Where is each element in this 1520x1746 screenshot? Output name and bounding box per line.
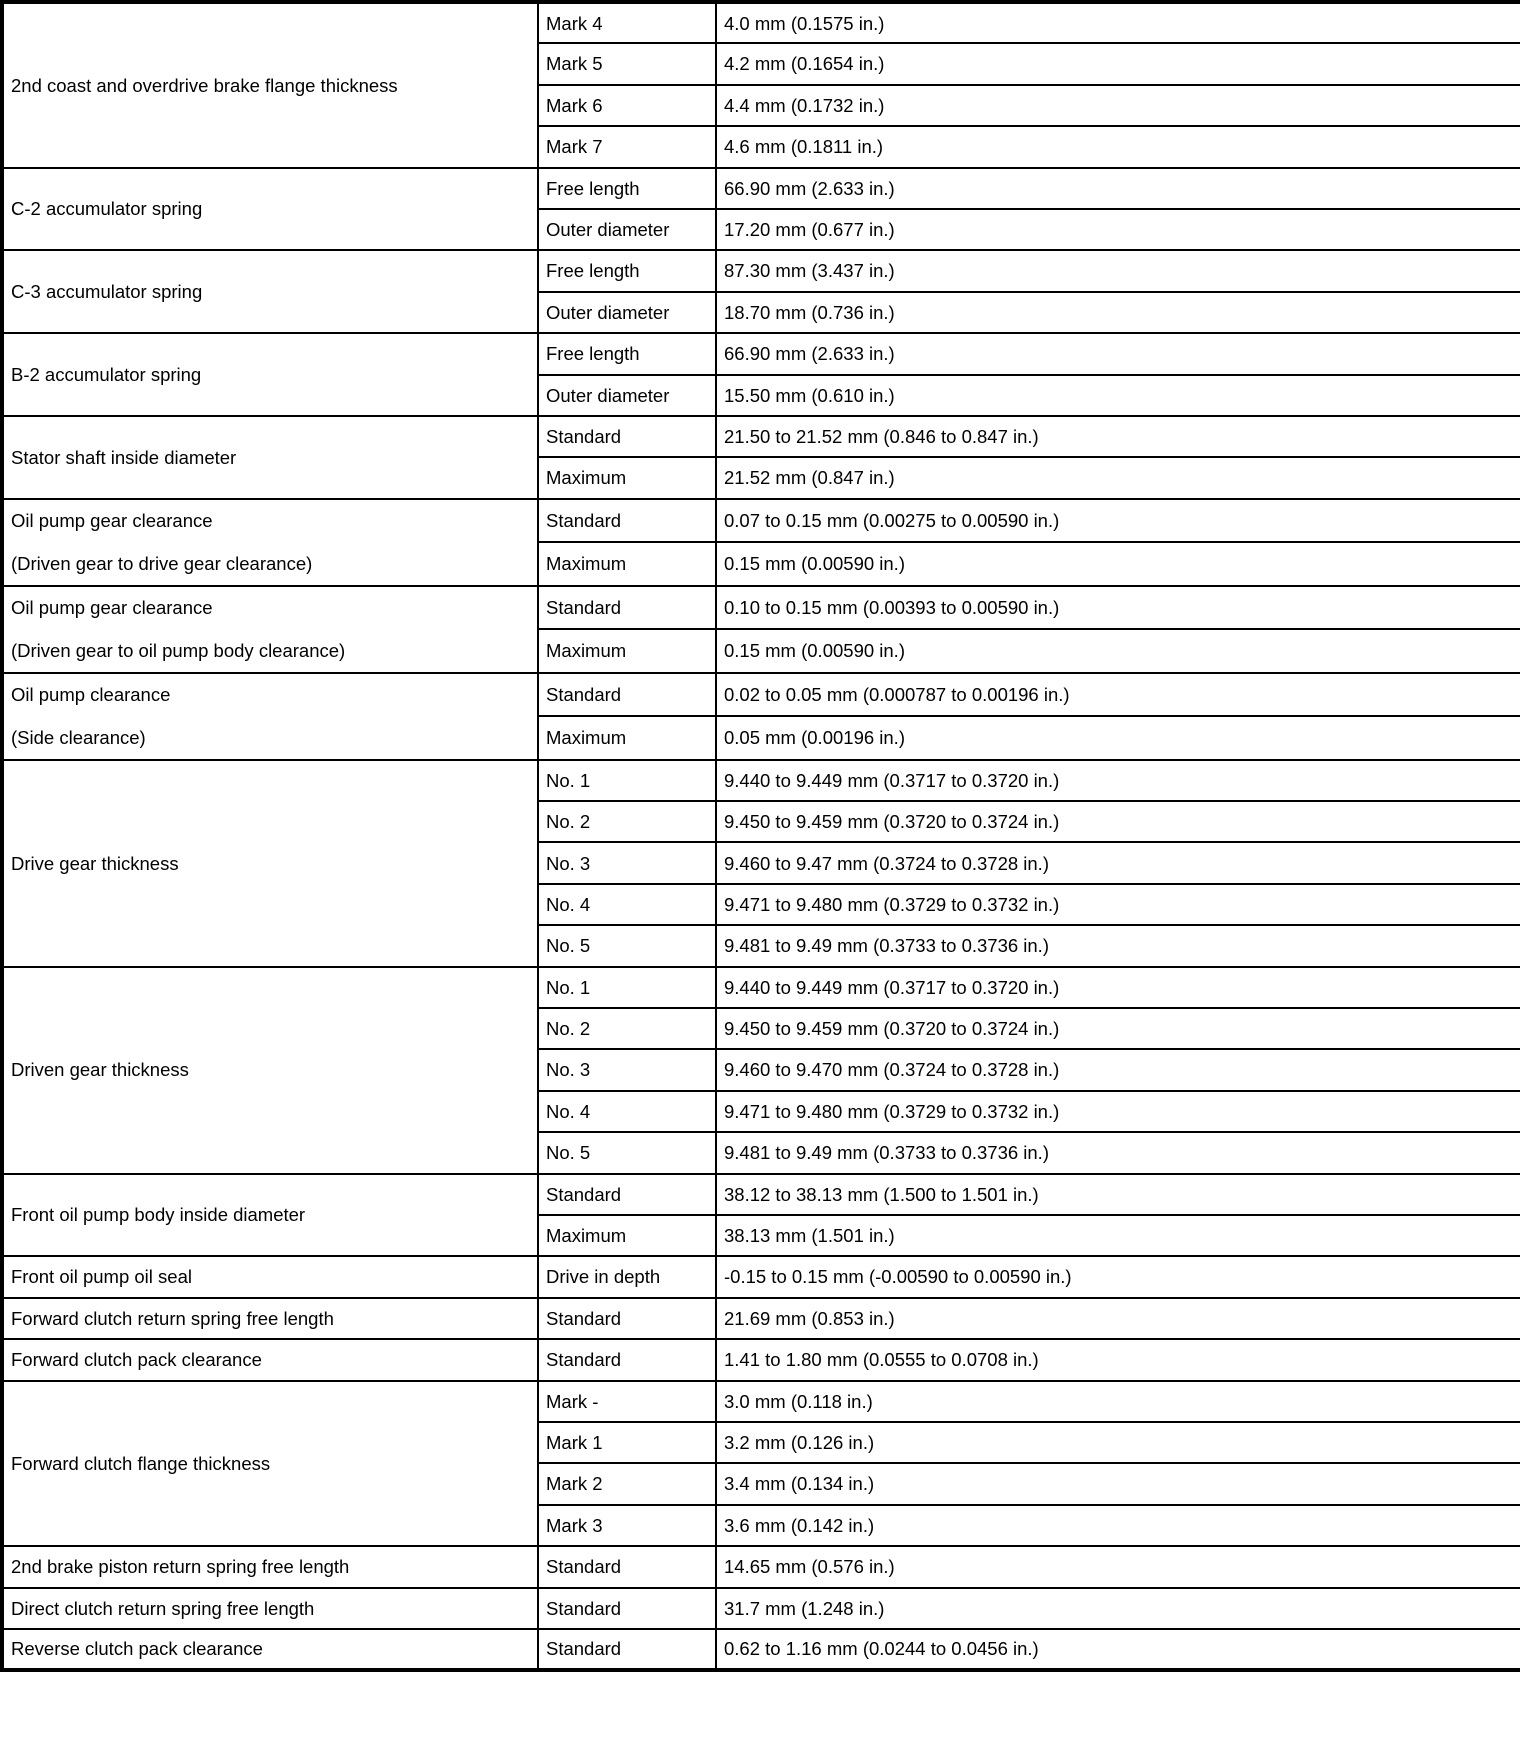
spec-label-cell <box>2 499 538 586</box>
spec-label-line: (Side clearance) <box>11 726 146 748</box>
spec-label-cell <box>2 673 538 760</box>
spec-key-cell: Outer diameter <box>538 292 716 333</box>
spec-value-cell: 31.7 mm (1.248 in.) <box>716 1588 1520 1629</box>
spec-value-cell: 3.6 mm (0.142 in.) <box>716 1505 1520 1546</box>
table-row <box>2 416 1520 457</box>
table-row <box>2 967 1520 1008</box>
spec-label-cell <box>2 586 538 673</box>
table-row <box>2 499 1520 543</box>
spec-key-cell: No. 1 <box>538 760 716 801</box>
spec-key-cell: No. 2 <box>538 801 716 842</box>
spec-table-body <box>2 2 1520 1670</box>
spec-value-cell: 0.05 mm (0.00196 in.) <box>716 716 1520 760</box>
spec-key-cell: Outer diameter <box>538 209 716 250</box>
spec-key-cell: Mark 4 <box>538 2 716 43</box>
spec-value-cell: 9.460 to 9.47 mm (0.3724 to 0.3728 in.) <box>716 842 1520 883</box>
spec-key-cell: Maximum <box>538 542 716 586</box>
spec-key-cell: Standard <box>538 1298 716 1339</box>
spec-key-cell: Standard <box>538 1588 716 1629</box>
spec-value-cell: 3.2 mm (0.126 in.) <box>716 1422 1520 1463</box>
spec-value-cell: 9.460 to 9.470 mm (0.3724 to 0.3728 in.) <box>716 1049 1520 1090</box>
spec-key-cell: Mark 3 <box>538 1505 716 1546</box>
spec-value-cell: 9.440 to 9.449 mm (0.3717 to 0.3720 in.) <box>716 967 1520 1008</box>
spec-value-cell: 21.52 mm (0.847 in.) <box>716 457 1520 498</box>
spec-value-cell: 87.30 mm (3.437 in.) <box>716 250 1520 291</box>
table-row <box>2 1339 1520 1380</box>
spec-value-cell: 4.6 mm (0.1811 in.) <box>716 126 1520 167</box>
table-row <box>2 1298 1520 1339</box>
spec-label-lines <box>4 587 537 672</box>
spec-label-cell: B-2 accumulator spring <box>2 333 538 416</box>
spec-key-cell: No. 3 <box>538 842 716 883</box>
spec-label-cell: Stator shaft inside diameter <box>2 416 538 499</box>
spec-key-cell: No. 1 <box>538 967 716 1008</box>
spec-label-cell: Forward clutch pack clearance <box>2 1339 538 1380</box>
spec-value-cell: 0.62 to 1.16 mm (0.0244 to 0.0456 in.) <box>716 1629 1520 1670</box>
spec-key-cell: Standard <box>538 1629 716 1670</box>
spec-value-cell: 9.450 to 9.459 mm (0.3720 to 0.3724 in.) <box>716 801 1520 842</box>
table-row <box>2 2 1520 43</box>
spec-value-cell: 21.69 mm (0.853 in.) <box>716 1298 1520 1339</box>
spec-label-line: Oil pump clearance <box>11 684 171 706</box>
table-row <box>2 1629 1520 1670</box>
spec-value-cell: 9.481 to 9.49 mm (0.3733 to 0.3736 in.) <box>716 925 1520 966</box>
spec-value-cell: 4.4 mm (0.1732 in.) <box>716 85 1520 126</box>
table-row <box>2 673 1520 717</box>
spec-label-line: Oil pump gear clearance <box>11 597 213 619</box>
spec-value-cell: 0.10 to 0.15 mm (0.00393 to 0.00590 in.) <box>716 586 1520 630</box>
spec-key-cell: No. 2 <box>538 1008 716 1049</box>
spec-key-cell: Mark 2 <box>538 1463 716 1504</box>
spec-label-lines <box>4 500 537 585</box>
spec-label-cell: Forward clutch flange thickness <box>2 1381 538 1547</box>
spec-label-cell: Driven gear thickness <box>2 967 538 1174</box>
spec-key-cell: Drive in depth <box>538 1256 716 1297</box>
spec-value-cell: 17.20 mm (0.677 in.) <box>716 209 1520 250</box>
spec-key-cell: No. 4 <box>538 884 716 925</box>
table-row <box>2 1381 1520 1422</box>
table-row <box>2 1588 1520 1629</box>
spec-key-cell: Standard <box>538 586 716 630</box>
spec-value-cell: 1.41 to 1.80 mm (0.0555 to 0.0708 in.) <box>716 1339 1520 1380</box>
spec-value-cell: 9.450 to 9.459 mm (0.3720 to 0.3724 in.) <box>716 1008 1520 1049</box>
spec-value-cell: 4.0 mm (0.1575 in.) <box>716 2 1520 43</box>
spec-value-cell: 18.70 mm (0.736 in.) <box>716 292 1520 333</box>
spec-value-cell: 3.4 mm (0.134 in.) <box>716 1463 1520 1504</box>
spec-key-cell: Mark 1 <box>538 1422 716 1463</box>
spec-key-cell: Standard <box>538 1339 716 1380</box>
spec-key-cell: No. 5 <box>538 1132 716 1173</box>
spec-label-line: Oil pump gear clearance <box>11 510 213 532</box>
spec-value-cell: 38.13 mm (1.501 in.) <box>716 1215 1520 1256</box>
spec-key-cell: Mark - <box>538 1381 716 1422</box>
spec-key-cell: Maximum <box>538 629 716 673</box>
spec-value-cell: 66.90 mm (2.633 in.) <box>716 168 1520 209</box>
spec-value-cell: 66.90 mm (2.633 in.) <box>716 333 1520 374</box>
spec-key-cell: Maximum <box>538 457 716 498</box>
spec-label-cell: 2nd brake piston return spring free length <box>2 1546 538 1587</box>
spec-value-cell: 3.0 mm (0.118 in.) <box>716 1381 1520 1422</box>
spec-value-cell: 0.15 mm (0.00590 in.) <box>716 629 1520 673</box>
spec-key-cell: Standard <box>538 673 716 717</box>
spec-key-cell: Outer diameter <box>538 375 716 416</box>
spec-value-cell: 9.440 to 9.449 mm (0.3717 to 0.3720 in.) <box>716 760 1520 801</box>
spec-label-cell: Direct clutch return spring free length <box>2 1588 538 1629</box>
spec-label-cell: Drive gear thickness <box>2 760 538 967</box>
spec-key-cell: Free length <box>538 168 716 209</box>
table-row <box>2 760 1520 801</box>
spec-label-line: (Driven gear to oil pump body clearance) <box>11 639 346 661</box>
table-row <box>2 1546 1520 1587</box>
spec-value-cell: 0.07 to 0.15 mm (0.00275 to 0.00590 in.) <box>716 499 1520 543</box>
table-row <box>2 168 1520 209</box>
spec-value-cell: 21.50 to 21.52 mm (0.846 to 0.847 in.) <box>716 416 1520 457</box>
spec-label-cell: Reverse clutch pack clearance <box>2 1629 538 1670</box>
spec-value-cell: 9.471 to 9.480 mm (0.3729 to 0.3732 in.) <box>716 1091 1520 1132</box>
spec-label-cell: C-2 accumulator spring <box>2 168 538 251</box>
spec-key-cell: Mark 6 <box>538 85 716 126</box>
spec-value-cell: 4.2 mm (0.1654 in.) <box>716 43 1520 84</box>
spec-key-cell: No. 3 <box>538 1049 716 1090</box>
spec-value-cell: 15.50 mm (0.610 in.) <box>716 375 1520 416</box>
spec-key-cell: Standard <box>538 1546 716 1587</box>
spec-value-cell: 0.02 to 0.05 mm (0.000787 to 0.00196 in.) <box>716 673 1520 717</box>
spec-key-cell: No. 4 <box>538 1091 716 1132</box>
table-row <box>2 1256 1520 1297</box>
spec-label-cell: Front oil pump oil seal <box>2 1256 538 1297</box>
spec-key-cell: No. 5 <box>538 925 716 966</box>
spec-label-lines <box>4 674 537 759</box>
spec-label-cell: Forward clutch return spring free length <box>2 1298 538 1339</box>
spec-label-cell: 2nd coast and overdrive brake flange thickness <box>2 2 538 168</box>
table-row <box>2 333 1520 374</box>
table-row <box>2 1174 1520 1215</box>
spec-key-cell: Maximum <box>538 716 716 760</box>
spec-value-cell: -0.15 to 0.15 mm (-0.00590 to 0.00590 in.) <box>716 1256 1520 1297</box>
spec-label-cell: Front oil pump body inside diameter <box>2 1174 538 1257</box>
table-row <box>2 586 1520 630</box>
spec-key-cell: Free length <box>538 250 716 291</box>
spec-key-cell: Mark 5 <box>538 43 716 84</box>
spec-key-cell: Maximum <box>538 1215 716 1256</box>
spec-label-cell: C-3 accumulator spring <box>2 250 538 333</box>
spec-label-line: (Driven gear to drive gear clearance) <box>11 552 313 574</box>
spec-value-cell: 9.481 to 9.49 mm (0.3733 to 0.3736 in.) <box>716 1132 1520 1173</box>
spec-key-cell: Standard <box>538 499 716 543</box>
spec-key-cell: Mark 7 <box>538 126 716 167</box>
spec-key-cell: Free length <box>538 333 716 374</box>
spec-key-cell: Standard <box>538 1174 716 1215</box>
spec-value-cell: 14.65 mm (0.576 in.) <box>716 1546 1520 1587</box>
spec-value-cell: 38.12 to 38.13 mm (1.500 to 1.501 in.) <box>716 1174 1520 1215</box>
spec-key-cell: Standard <box>538 416 716 457</box>
spec-value-cell: 0.15 mm (0.00590 in.) <box>716 542 1520 586</box>
spec-value-cell: 9.471 to 9.480 mm (0.3729 to 0.3732 in.) <box>716 884 1520 925</box>
table-row <box>2 250 1520 291</box>
